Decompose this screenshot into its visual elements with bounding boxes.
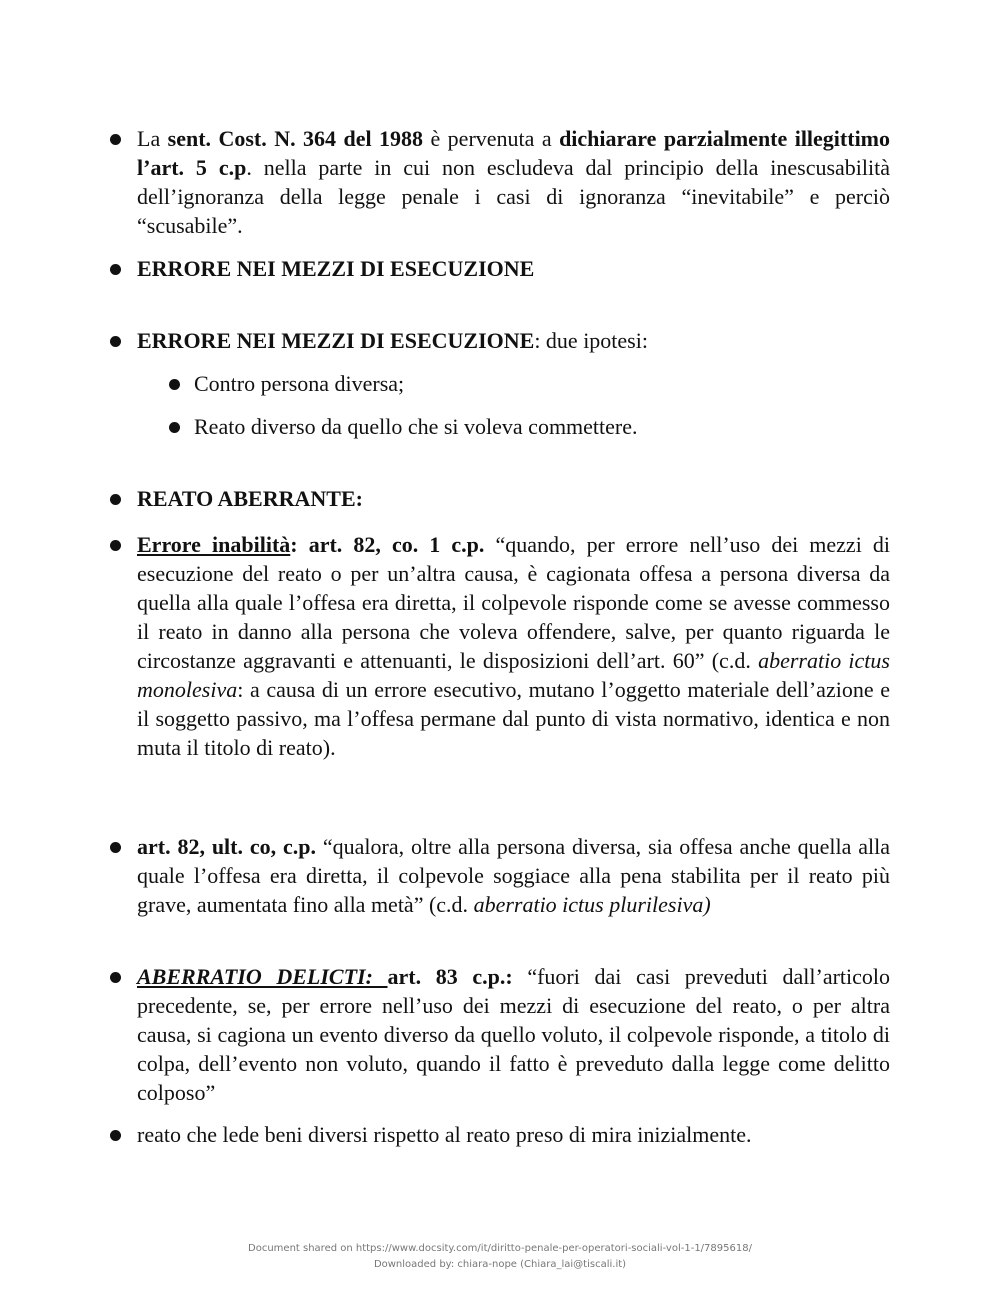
sub-bullet-item-reato: Reato diverso da quello che si voleva commettere. [194, 412, 890, 441]
bullet-item-sentenza: La sent. Cost. N. 364 del 1988 è pervenuta a dichiarare parzialmente illegittimo l’art. 5 c.p. nella parte in cui non escludeva dal principio della inescusabilità dell’ignoranza della legge penale i casi di ignoranza “inevitabile” e perciò “scusabile”. [137, 124, 890, 240]
sub-bullet-item-persona: Contro persona diversa; [194, 369, 890, 398]
bullet-icon [169, 379, 180, 390]
bullet-item-aberratio-delicti: ABERRATIO DELICTI: art. 83 c.p.: “fuori dai casi preveduti dall’articolo precedente, se, per errore nell’uso dei mezzi di esecuzione del reato, o per altra causa, si cagiona un evento diverso da quello voluto, il colpevole risponde, a titolo di colpa, dell’evento non voluto, quando il fatto è preveduto dalla legge come delitto colposo” [137, 962, 890, 1107]
bullet-icon [110, 1130, 121, 1141]
bullet-icon [110, 494, 121, 505]
bullet-icon [169, 422, 180, 433]
bullet-item-heading-errore-2: ERRORE NEI MEZZI DI ESECUZIONE: due ipotesi: [137, 326, 890, 355]
bullet-icon [110, 972, 121, 983]
bullet-icon [110, 134, 121, 145]
bullet-item-beni-diversi: reato che lede beni diversi rispetto al reato preso di mira inizialmente. [137, 1120, 890, 1149]
footer-shared-link[interactable]: Document shared on https://www.docsity.com/it/diritto-penale-per-operatori-sociali-vol-1-1/7895618/ [248, 1243, 752, 1254]
bullet-item-errore-inabilita: Errore inabilità: art. 82, co. 1 c.p. “quando, per errore nell’uso dei mezzi di esecuzione del reato o per un’altra causa, è cagionata offesa a persona diversa da quella alla quale l’offesa era diretta, il colpevole risponde come se avesse commesso il reato in danno alla persona che voleva offendere, salve, per quanto riguarda le circostanze aggravanti e attenuanti, le disposizioni dell’art. 60” (c.d. aberratio ictus monolesiva: a causa di un errore esecutivo, mutano l’oggetto materiale dell’azione e il soggetto passivo, ma l’offesa permane dal punto di vista normativo, identica e non muta il titolo di reato). [137, 530, 890, 762]
bullet-item-art-82-ult: art. 82, ult. co, c.p. “qualora, oltre alla persona diversa, sia offesa anche quella alla quale l’offesa era diretta, il colpevole soggiace alla pena stabilita per il reato più grave, aumentata fino alla metà” (c.d. aberratio ictus plurilesiva) [137, 832, 890, 919]
footer-downloaded-by: Downloaded by: chiara-nope (Chiara_lai@tiscali.it) [373, 1259, 627, 1270]
bullet-icon [110, 842, 121, 853]
bullet-item-heading-errore-1: ERRORE NEI MEZZI DI ESECUZIONE [137, 254, 890, 283]
bullet-item-reato-aberrante: REATO ABERRANTE: [137, 484, 890, 513]
bullet-icon [110, 264, 121, 275]
bullet-icon [110, 540, 121, 551]
bullet-icon [110, 336, 121, 347]
